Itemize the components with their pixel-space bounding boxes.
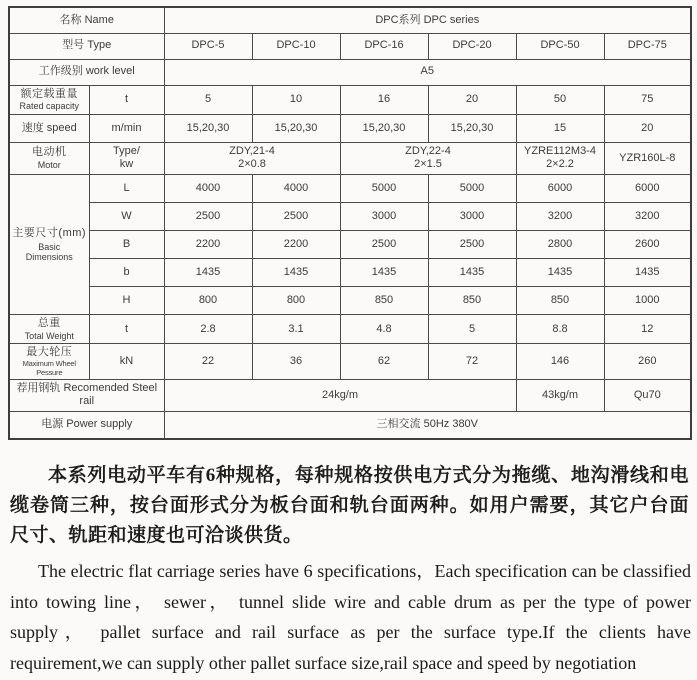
speed-label: 速度 speed bbox=[9, 114, 89, 142]
row-dimension-B bbox=[9, 231, 691, 259]
power-supply-value: 三相交流 50Hz 380V bbox=[164, 411, 691, 439]
rated-capacity-unit: t bbox=[89, 85, 164, 114]
motor-unit-line2: kw bbox=[119, 158, 134, 171]
row-type bbox=[9, 33, 691, 59]
total-weight-label-zh: 总重 bbox=[37, 317, 61, 330]
rated-capacity-label-en: Rated capacity bbox=[19, 101, 80, 112]
dimension-unit-W: W bbox=[89, 203, 164, 231]
dimension-value: 850 bbox=[516, 287, 604, 315]
steel-rail-value-dpc75: Qu70 bbox=[604, 380, 691, 411]
speed-unit: m/min bbox=[89, 114, 164, 142]
speed-value: 15,20,30 bbox=[252, 114, 340, 142]
motor-value-dpc16-20 bbox=[340, 142, 516, 175]
total-weight-label-en: Total Weight bbox=[24, 330, 74, 341]
speed-value: 15,20,30 bbox=[164, 114, 252, 142]
spec-table bbox=[8, 6, 692, 440]
dimension-value: 1000 bbox=[604, 287, 691, 315]
rated-capacity-value: 10 bbox=[252, 85, 340, 114]
row-speed bbox=[9, 114, 691, 142]
row-power-supply bbox=[9, 411, 691, 439]
dimension-value: 2500 bbox=[164, 203, 252, 231]
motor-label bbox=[9, 142, 89, 175]
power-supply-label: 电源 Power supply bbox=[9, 411, 164, 439]
rated-capacity-value: 75 bbox=[604, 85, 691, 114]
row-rated-capacity bbox=[9, 85, 691, 114]
dimensions-label bbox=[9, 175, 89, 315]
row-dimension-b bbox=[9, 259, 691, 287]
motor-label-en: Motor bbox=[37, 160, 61, 171]
dimension-value: 1435 bbox=[516, 259, 604, 287]
total-weight-value: 8.8 bbox=[516, 315, 604, 344]
type-label: 型号 Type bbox=[9, 33, 164, 59]
dimension-value: 6000 bbox=[516, 175, 604, 203]
name-label: 名称 Name bbox=[9, 7, 164, 33]
row-name bbox=[9, 7, 691, 33]
motor-unit-line1: Type/ bbox=[113, 144, 140, 157]
total-weight-value: 12 bbox=[604, 315, 691, 344]
dimension-value: 3200 bbox=[516, 203, 604, 231]
max-wheel-pressure-value: 62 bbox=[340, 344, 428, 380]
dimension-value: 1435 bbox=[252, 259, 340, 287]
row-motor bbox=[9, 142, 691, 175]
dimensions-label-en2: Dimensions bbox=[25, 251, 73, 262]
rated-capacity-label-zh: 额定载重量 bbox=[20, 87, 78, 100]
work-level-label: 工作级别 work level bbox=[9, 59, 164, 85]
max-wheel-pressure-label bbox=[9, 344, 89, 380]
dimension-value: 4000 bbox=[252, 175, 340, 203]
row-dimension-L bbox=[9, 175, 691, 203]
row-dimension-W bbox=[9, 203, 691, 231]
dimension-value: 1435 bbox=[604, 259, 691, 287]
paragraph-english: The electric flat carriage series have 6 specifications，Each specification can be classified into towing line， sewer， tunnel slide wire and cable drum as per the type of power supply， pallet surface and rail surface as per the surface type.If the clients have requirement,we can supply other pallet surface size,rail space and speed by negotiation bbox=[10, 561, 691, 673]
dimension-value: 2800 bbox=[516, 231, 604, 259]
dimensions-label-zh: 主要尺寸(mm) bbox=[12, 226, 87, 239]
row-max-wheel-pressure bbox=[9, 344, 691, 380]
motor-label-zh: 电动机 bbox=[32, 146, 67, 159]
type-value-dpc20: DPC-20 bbox=[428, 33, 516, 59]
max-wheel-pressure-value: 36 bbox=[252, 344, 340, 380]
rated-capacity-value: 16 bbox=[340, 85, 428, 114]
max-wheel-pressure-label-en: Maximum Wheel Pessure bbox=[22, 358, 76, 377]
rated-capacity-value: 20 bbox=[428, 85, 516, 114]
name-value: DPC系列 DPC series bbox=[164, 7, 691, 33]
max-wheel-pressure-unit: kN bbox=[89, 344, 164, 380]
dimension-value: 3200 bbox=[604, 203, 691, 231]
dimension-value: 2200 bbox=[252, 231, 340, 259]
type-value-dpc16: DPC-16 bbox=[340, 33, 428, 59]
motor-unit bbox=[89, 142, 164, 175]
type-value-dpc50: DPC-50 bbox=[516, 33, 604, 59]
type-value-dpc75: DPC-75 bbox=[604, 33, 691, 59]
dimension-value: 1435 bbox=[164, 259, 252, 287]
dimension-value: 1435 bbox=[340, 259, 428, 287]
motor-value-dpc50 bbox=[516, 142, 604, 175]
row-work-level bbox=[9, 59, 691, 85]
work-level-value: A5 bbox=[164, 59, 691, 85]
max-wheel-pressure-value: 260 bbox=[604, 344, 691, 380]
dimension-value: 4000 bbox=[164, 175, 252, 203]
dimension-value: 2500 bbox=[428, 231, 516, 259]
dimensions-label-en1: Basic bbox=[38, 241, 61, 252]
dimension-value: 850 bbox=[340, 287, 428, 315]
dimension-unit-L: L bbox=[89, 175, 164, 203]
motor-power: 2×0.8 bbox=[238, 158, 266, 171]
dimension-value: 1435 bbox=[428, 259, 516, 287]
dimension-value: 850 bbox=[428, 287, 516, 315]
max-wheel-pressure-value: 146 bbox=[516, 344, 604, 380]
max-wheel-pressure-value: 22 bbox=[164, 344, 252, 380]
dimension-unit-b: b bbox=[89, 259, 164, 287]
motor-model: ZDY,21-4 bbox=[229, 144, 275, 157]
total-weight-value: 2.8 bbox=[164, 315, 252, 344]
dimension-value: 5000 bbox=[428, 175, 516, 203]
motor-power: 2×1.5 bbox=[414, 158, 442, 171]
type-value-dpc10: DPC-10 bbox=[252, 33, 340, 59]
dimension-value: 3000 bbox=[340, 203, 428, 231]
dimension-unit-H: H bbox=[89, 287, 164, 315]
speed-value: 15,20,30 bbox=[340, 114, 428, 142]
row-steel-rail bbox=[9, 380, 691, 411]
steel-rail-label: 荐用钢轨 Recomended Steel rail bbox=[9, 380, 164, 411]
motor-power: 2×2.2 bbox=[546, 158, 574, 171]
row-dimension-H bbox=[9, 287, 691, 315]
motor-value-dpc5-10 bbox=[164, 142, 340, 175]
motor-model: ZDY,22-4 bbox=[405, 144, 451, 157]
dimension-value: 2500 bbox=[252, 203, 340, 231]
total-weight-value: 4.8 bbox=[340, 315, 428, 344]
max-wheel-pressure-value: 72 bbox=[428, 344, 516, 380]
dimension-value: 6000 bbox=[604, 175, 691, 203]
motor-model: YZRE112M3-4 bbox=[524, 144, 596, 157]
total-weight-value: 3.1 bbox=[252, 315, 340, 344]
dimension-value: 800 bbox=[164, 287, 252, 315]
rated-capacity-label bbox=[9, 85, 89, 114]
max-wheel-pressure-label-zh: 最大轮压 bbox=[26, 346, 73, 359]
dimension-value: 3000 bbox=[428, 203, 516, 231]
row-total-weight bbox=[9, 315, 691, 344]
dimension-value: 2500 bbox=[340, 231, 428, 259]
speed-value: 15 bbox=[516, 114, 604, 142]
steel-rail-value-dpc5-20: 24kg/m bbox=[164, 380, 516, 411]
total-weight-unit: t bbox=[89, 315, 164, 344]
type-value-dpc5: DPC-5 bbox=[164, 33, 252, 59]
total-weight-value: 5 bbox=[428, 315, 516, 344]
steel-rail-value-dpc50: 43kg/m bbox=[516, 380, 604, 411]
dimension-unit-B: B bbox=[89, 231, 164, 259]
motor-value-dpc75: YZR160L-8 bbox=[604, 142, 691, 175]
rated-capacity-value: 50 bbox=[516, 85, 604, 114]
dimension-value: 2600 bbox=[604, 231, 691, 259]
total-weight-label bbox=[9, 315, 89, 344]
dimension-value: 2200 bbox=[164, 231, 252, 259]
dimension-value: 800 bbox=[252, 287, 340, 315]
dimension-value: 5000 bbox=[340, 175, 428, 203]
rated-capacity-value: 5 bbox=[164, 85, 252, 114]
paragraph-chinese: 本系列电动平车有6种规格，每种规格按供电方式分为拖缆、地沟滑线和电缆卷筒三种，按台面形式分为板台面和轨台面两种。如用户需要，其它户台面尺寸、轨距和速度也可洽谈供货。 bbox=[10, 465, 689, 546]
speed-value: 20 bbox=[604, 114, 691, 142]
speed-value: 15,20,30 bbox=[428, 114, 516, 142]
